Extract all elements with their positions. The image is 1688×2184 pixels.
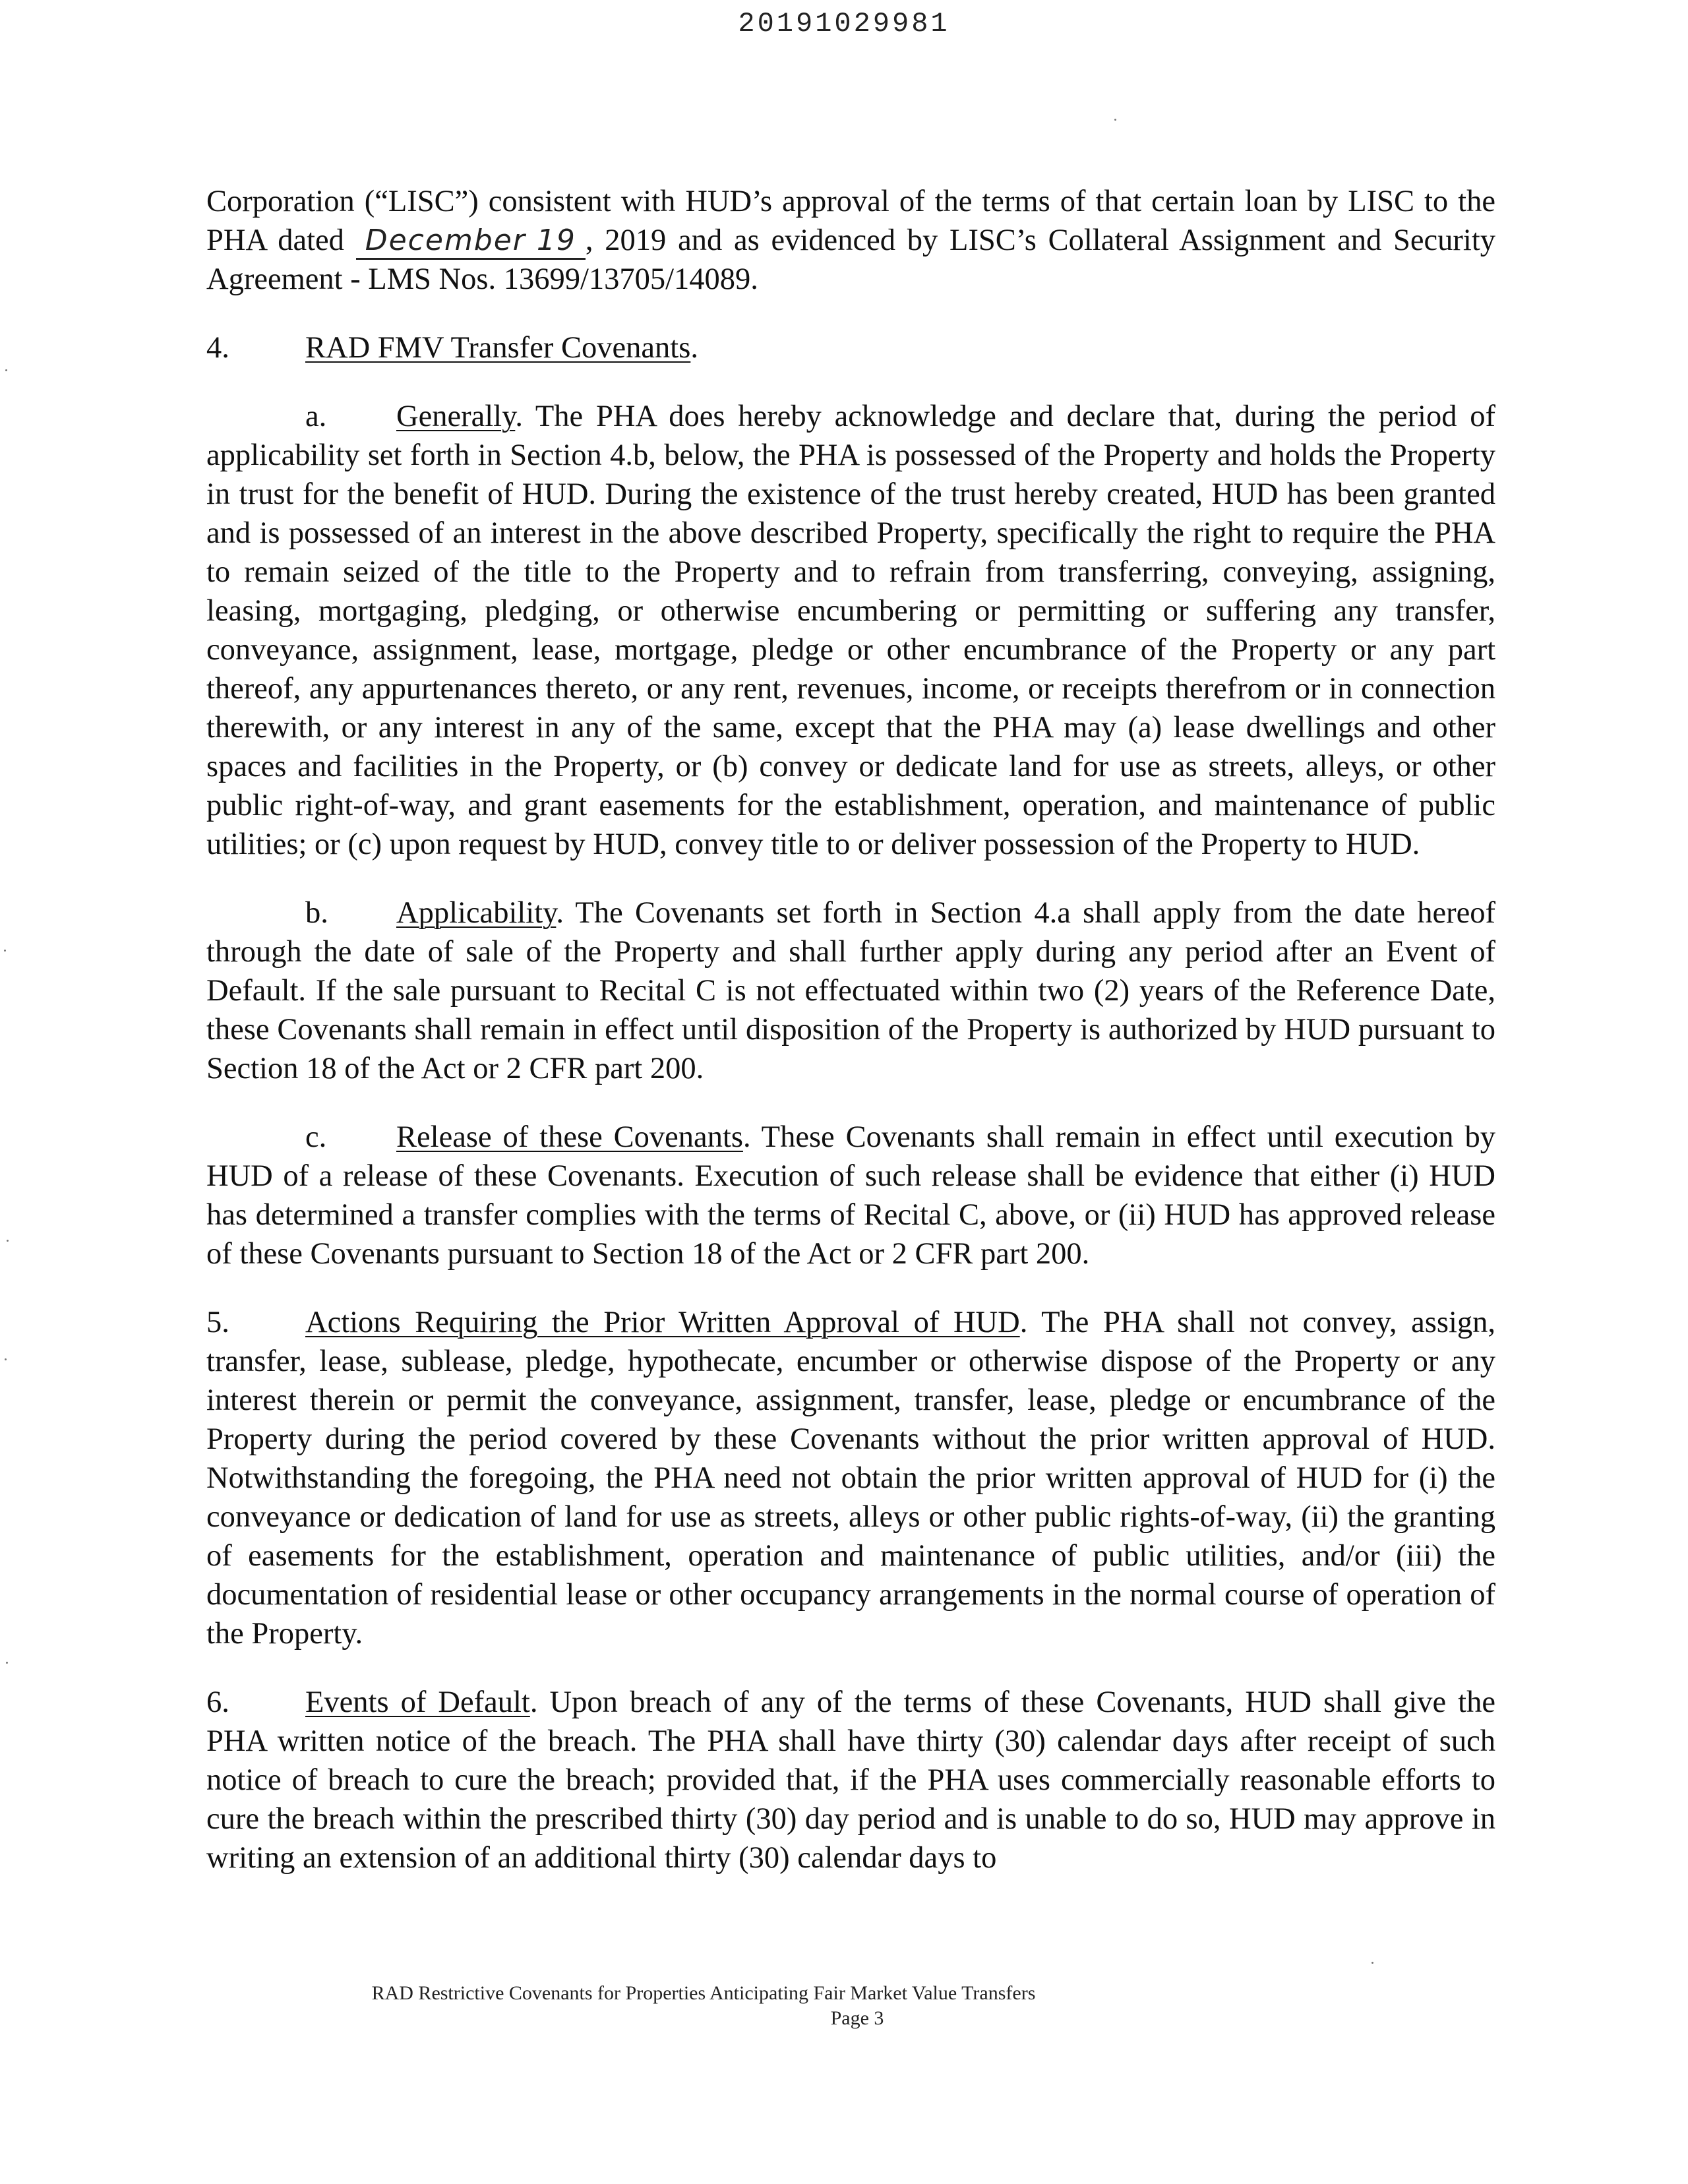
intro-text-1: Corporation (“LISC”) consistent with HUD’s approval of the terms of that certain loan by LISC to the PHA dated [206,185,1495,257]
document-number: 20191029981 [738,8,950,40]
section-5-paragraph [206,1303,1495,1653]
section-4b-paragraph [206,894,1495,1088]
section-4-title: RAD FMV Transfer Covenants [305,331,691,365]
section-4a-paragraph [206,397,1495,864]
scan-speck [1114,119,1116,121]
section-6-text: . Upon breach of any of the terms of these Covenants, HUD shall give the PHA written notice of the breach. The PHA shall have thirty (30) calendar days after receipt of such notice of breach to cure the breach; provided that, if the PHA uses commercially reasonable efforts to cure the breach within the prescribed thirty (30) day period and is unable to do so, HUD may approve in writing an extension of an additional thirty (30) calendar days to [206,1685,1495,1875]
page-number: Page 3 [830,2007,884,2029]
section-4b-title: Applicability [396,896,557,930]
section-4b-letter: b. [305,896,328,930]
section-4a-title: Generally [396,400,516,433]
section-4c-text: . These Covenants shall remain in effect until execution by HUD of a release of these Covenants. Execution of such release shall be evidence that either (i) HUD has determined a transfer complies with the terms of Recital C, above, or (ii) HUD has approved release of these Covenants pursuant to Section 18 of the Act or 2 CFR part 200. [206,1120,1495,1271]
intro-paragraph [206,182,1495,299]
scan-speck [6,1662,8,1664]
page-footer [0,1981,1688,2031]
section-4c-title: Release of these Covenants [396,1120,743,1154]
scan-speck [1372,1962,1373,1964]
section-4c-letter: c. [305,1120,327,1154]
scan-speck [5,1358,7,1360]
section-4a-letter: a. [305,400,327,433]
section-6-paragraph [206,1683,1495,1877]
section-4-heading: 4. RAD FMV Transfer Covenants. [206,328,1495,367]
date-blank [356,224,586,260]
section-4c-paragraph [206,1118,1495,1273]
scan-speck [7,1240,9,1242]
footer-title: RAD Restrictive Covenants for Properties Anticipating Fair Market Value Transfers [371,1982,1036,2004]
section-4a-text: . The PHA does hereby acknowledge and declare that, during the period of applicability set forth in Section 4.b, below, the PHA is possessed of the Property and holds the Property in trust for the benefit of HUD. During the existence of the trust hereby created, HUD has been granted and is possessed of an interest in the above described Property, specifically the right to require the PHA to remain seized of the title to the Property and to refrain from transferring, conveying, assigning, leasing, mortgaging, pledging, or otherwise encumbering or permitting or suffering any transfer, conveyance, assignment, lease, mortgage, pledge or other encumbrance of the Property or any part thereof, any appurtenances thereto, or any rent, revenues, income, or receipts therefrom or in connection therewith, or any interest in any of the same, except that the PHA may (a) lease dwellings and other spaces and facilities in the Property, or (b) convey or dedicate land for use as streets, alleys, or other public right-of-way, and grant easements for the establishment, operation, and maintenance of public utilities; or (c) upon request by HUD, convey title to or deliver possession of the Property to HUD. [206,400,1495,861]
section-4-number: 4. [206,331,229,365]
section-4b-text: . The Covenants set forth in Section 4.a shall apply from the date hereof through the date of sale of the Property and shall further apply during any period after an Event of Default. If the sale pursuant to Recital C is not effectuated within two (2) years of the Reference Date, these Covenants shall remain in effect until disposition of the Property is authorized by HUD pursuant to Section 18 of the Act or 2 CFR part 200. [206,896,1495,1085]
section-6-title: Events of Default [305,1685,530,1719]
section-5-number: 5. [206,1306,229,1339]
document-body [206,182,1495,1877]
handwritten-date: December 19 [365,224,576,257]
section-5-title: Actions Requiring the Prior Written Approval of HUD [305,1306,1020,1339]
section-6-number: 6. [206,1685,229,1719]
scan-speck [4,950,6,952]
intro-text-2: , 2019 and as evidenced by LISC’s Collateral Assignment and Security Agreement - LMS Nos. 13699/13705/14089. [206,224,1496,296]
scan-speck [5,369,7,371]
section-5-text: . The PHA shall not convey, assign, transfer, lease, sublease, pledge, hypothecate, encumber or otherwise dispose of the Property or any interest therein or permit the conveyance, assignment, transfer, lease, pledge or encumbrance of the Property during the period covered by these Covenants without the prior written approval of HUD. Notwithstanding the foregoing, the PHA need not obtain the prior written approval of HUD for (i) the conveyance or dedication of land for use as streets, alleys or other public rights-of-way, (ii) the granting of easements for the establishment, operation and maintenance of public utilities, and/or (iii) the documentation of residential lease or other occupancy arrangements in the normal course of operation of the Property. [206,1306,1495,1651]
